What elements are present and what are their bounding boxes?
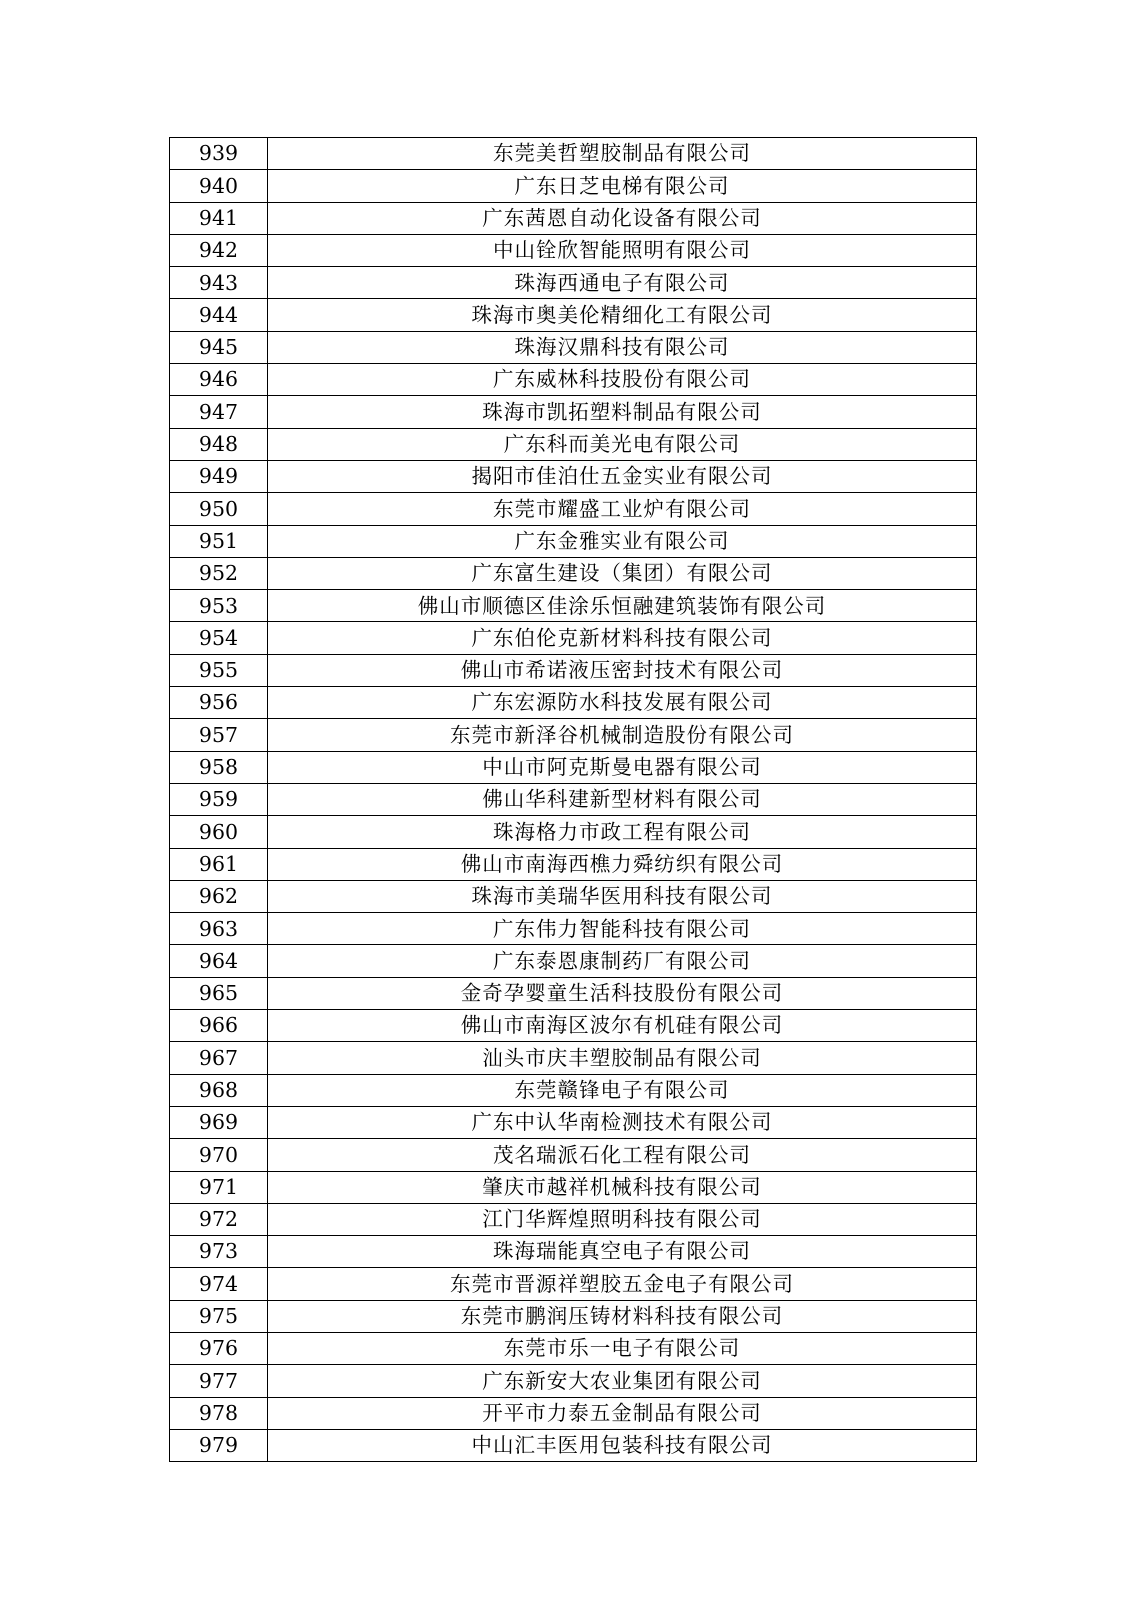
company-name-cell: 东莞美哲塑胶制品有限公司 <box>268 138 977 170</box>
table-row <box>170 783 977 815</box>
row-number-cell: 956 <box>170 687 268 719</box>
row-number-cell: 942 <box>170 234 268 266</box>
table-row <box>170 913 977 945</box>
company-name-cell: 珠海市奥美伦精细化工有限公司 <box>268 299 977 331</box>
company-name-cell: 广东金雅实业有限公司 <box>268 525 977 557</box>
company-name-cell: 广东富生建设（集团）有限公司 <box>268 557 977 589</box>
table-row <box>170 1236 977 1268</box>
company-name-cell: 广东宏源防水科技发展有限公司 <box>268 687 977 719</box>
table-row <box>170 816 977 848</box>
company-name-cell: 珠海汉鼎科技有限公司 <box>268 331 977 363</box>
company-name-cell: 中山铨欣智能照明有限公司 <box>268 234 977 266</box>
row-number-cell: 972 <box>170 1203 268 1235</box>
row-number-cell: 973 <box>170 1236 268 1268</box>
row-number-cell: 941 <box>170 202 268 234</box>
company-name-cell: 茂名瑞派石化工程有限公司 <box>268 1139 977 1171</box>
table-row <box>170 493 977 525</box>
table-row <box>170 1010 977 1042</box>
company-name-cell: 肇庆市越祥机械科技有限公司 <box>268 1171 977 1203</box>
row-number-cell: 966 <box>170 1010 268 1042</box>
table-row <box>170 557 977 589</box>
company-name-cell: 广东科而美光电有限公司 <box>268 428 977 460</box>
company-name-cell: 东莞市鹏润压铸材料科技有限公司 <box>268 1300 977 1332</box>
company-name-cell: 东莞赣锋电子有限公司 <box>268 1074 977 1106</box>
company-name-cell: 广东日芝电梯有限公司 <box>268 170 977 202</box>
table-row <box>170 1332 977 1364</box>
company-name-cell: 珠海格力市政工程有限公司 <box>268 816 977 848</box>
table-row <box>170 428 977 460</box>
company-name-cell: 珠海市凯拓塑料制品有限公司 <box>268 396 977 428</box>
row-number-cell: 959 <box>170 783 268 815</box>
row-number-cell: 955 <box>170 654 268 686</box>
table-row <box>170 751 977 783</box>
company-name-cell: 珠海西通电子有限公司 <box>268 267 977 299</box>
table-row <box>170 396 977 428</box>
table-row <box>170 1300 977 1332</box>
row-number-cell: 967 <box>170 1042 268 1074</box>
row-number-cell: 961 <box>170 848 268 880</box>
company-name-cell: 金奇孕婴童生活科技股份有限公司 <box>268 977 977 1009</box>
table-row <box>170 202 977 234</box>
table-row <box>170 1171 977 1203</box>
table-row <box>170 364 977 396</box>
company-name-cell: 中山汇丰医用包装科技有限公司 <box>268 1429 977 1461</box>
table-row <box>170 719 977 751</box>
row-number-cell: 953 <box>170 590 268 622</box>
row-number-cell: 960 <box>170 816 268 848</box>
table-row <box>170 977 977 1009</box>
company-name-cell: 佛山市希诺液压密封技术有限公司 <box>268 654 977 686</box>
table-row <box>170 1042 977 1074</box>
table-row <box>170 331 977 363</box>
row-number-cell: 954 <box>170 622 268 654</box>
table-row <box>170 1139 977 1171</box>
table-row <box>170 299 977 331</box>
row-number-cell: 943 <box>170 267 268 299</box>
company-name-cell: 珠海瑞能真空电子有限公司 <box>268 1236 977 1268</box>
row-number-cell: 978 <box>170 1397 268 1429</box>
company-name-cell: 广东伯伦克新材料科技有限公司 <box>268 622 977 654</box>
table-row <box>170 1074 977 1106</box>
table-row <box>170 1365 977 1397</box>
table-row <box>170 945 977 977</box>
company-name-cell: 东莞市乐一电子有限公司 <box>268 1332 977 1364</box>
table-row <box>170 1106 977 1138</box>
company-name-cell: 佛山市顺德区佳涂乐恒融建筑装饰有限公司 <box>268 590 977 622</box>
row-number-cell: 958 <box>170 751 268 783</box>
company-name-cell: 揭阳市佳泊仕五金实业有限公司 <box>268 460 977 492</box>
row-number-cell: 977 <box>170 1365 268 1397</box>
row-number-cell: 976 <box>170 1332 268 1364</box>
company-list-table <box>169 137 977 1462</box>
table-row <box>170 525 977 557</box>
company-name-cell: 佛山市南海区波尔有机硅有限公司 <box>268 1010 977 1042</box>
row-number-cell: 945 <box>170 331 268 363</box>
row-number-cell: 952 <box>170 557 268 589</box>
table-row <box>170 267 977 299</box>
row-number-cell: 946 <box>170 364 268 396</box>
row-number-cell: 957 <box>170 719 268 751</box>
company-name-cell: 东莞市晋源祥塑胶五金电子有限公司 <box>268 1268 977 1300</box>
row-number-cell: 965 <box>170 977 268 1009</box>
table-row <box>170 880 977 912</box>
row-number-cell: 971 <box>170 1171 268 1203</box>
row-number-cell: 968 <box>170 1074 268 1106</box>
company-name-cell: 佛山市南海西樵力舜纺织有限公司 <box>268 848 977 880</box>
row-number-cell: 974 <box>170 1268 268 1300</box>
row-number-cell: 944 <box>170 299 268 331</box>
table-row <box>170 622 977 654</box>
row-number-cell: 975 <box>170 1300 268 1332</box>
company-name-cell: 广东中认华南检测技术有限公司 <box>268 1106 977 1138</box>
row-number-cell: 948 <box>170 428 268 460</box>
company-name-cell: 江门华辉煌照明科技有限公司 <box>268 1203 977 1235</box>
row-number-cell: 969 <box>170 1106 268 1138</box>
company-name-cell: 广东泰恩康制药厂有限公司 <box>268 945 977 977</box>
company-name-cell: 广东茜恩自动化设备有限公司 <box>268 202 977 234</box>
table-row <box>170 1268 977 1300</box>
company-name-cell: 广东新安大农业集团有限公司 <box>268 1365 977 1397</box>
company-name-cell: 东莞市耀盛工业炉有限公司 <box>268 493 977 525</box>
company-name-cell: 东莞市新泽谷机械制造股份有限公司 <box>268 719 977 751</box>
row-number-cell: 964 <box>170 945 268 977</box>
row-number-cell: 951 <box>170 525 268 557</box>
table-row <box>170 590 977 622</box>
row-number-cell: 970 <box>170 1139 268 1171</box>
table-row <box>170 687 977 719</box>
table-row <box>170 138 977 170</box>
row-number-cell: 947 <box>170 396 268 428</box>
company-name-cell: 汕头市庆丰塑胶制品有限公司 <box>268 1042 977 1074</box>
table-row <box>170 1397 977 1429</box>
company-name-cell: 佛山华科建新型材料有限公司 <box>268 783 977 815</box>
table-row <box>170 1429 977 1461</box>
row-number-cell: 963 <box>170 913 268 945</box>
company-name-cell: 开平市力泰五金制品有限公司 <box>268 1397 977 1429</box>
company-name-cell: 广东威林科技股份有限公司 <box>268 364 977 396</box>
row-number-cell: 979 <box>170 1429 268 1461</box>
row-number-cell: 939 <box>170 138 268 170</box>
company-name-cell: 珠海市美瑞华医用科技有限公司 <box>268 880 977 912</box>
table-row <box>170 848 977 880</box>
company-name-cell: 广东伟力智能科技有限公司 <box>268 913 977 945</box>
row-number-cell: 950 <box>170 493 268 525</box>
table-body <box>170 138 977 1462</box>
table-row <box>170 460 977 492</box>
table-row <box>170 654 977 686</box>
row-number-cell: 949 <box>170 460 268 492</box>
table-row <box>170 1203 977 1235</box>
table-row <box>170 170 977 202</box>
company-name-cell: 中山市阿克斯曼电器有限公司 <box>268 751 977 783</box>
row-number-cell: 940 <box>170 170 268 202</box>
table-row <box>170 234 977 266</box>
row-number-cell: 962 <box>170 880 268 912</box>
